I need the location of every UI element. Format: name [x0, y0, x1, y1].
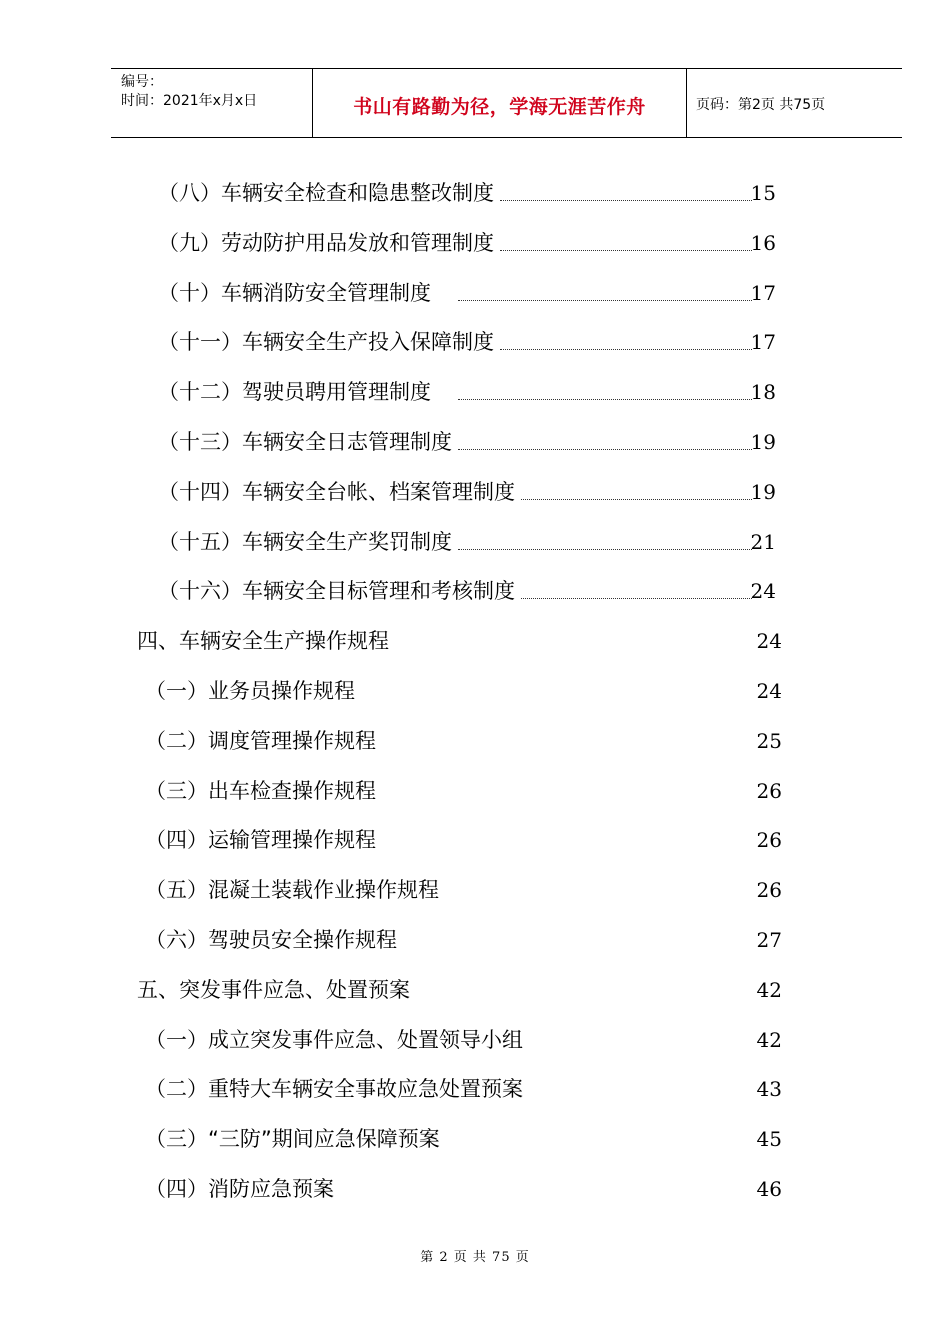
toc-entry-page-number: 19 — [750, 480, 776, 504]
toc-entry-page-number: 17 — [750, 281, 776, 305]
toc-entry-title: （十）车辆消防安全管理制度 — [158, 281, 431, 305]
toc-entry-page-number: 15 — [750, 181, 776, 205]
toc-entry-title: （九）劳动防护用品发放和管理制度 — [158, 231, 494, 255]
header-meta-cell — [111, 69, 312, 137]
document-number-label: 编号： — [121, 74, 163, 90]
toc-leader-dots — [458, 300, 752, 301]
document-header — [111, 68, 902, 138]
toc-entry-title: （十三）车辆安全日志管理制度 — [158, 430, 452, 454]
toc-entry[interactable] — [137, 975, 800, 1005]
toc-entry[interactable] — [145, 1074, 800, 1104]
toc-entry-title: （一）业务员操作规程 — [145, 679, 355, 703]
toc-entry[interactable] — [145, 1025, 800, 1055]
toc-entry-title: （二）重特大车辆安全事故应急处置预案 — [145, 1077, 523, 1101]
toc-entry-title: （一）成立突发事件应急、处置领导小组 — [145, 1028, 523, 1052]
toc-entry-title: （五）混凝土装载作业操作规程 — [145, 878, 439, 902]
toc-entry-page-number: 19 — [750, 430, 776, 454]
toc-entry[interactable] — [145, 726, 800, 756]
toc-entry[interactable] — [145, 925, 800, 955]
toc-entry[interactable] — [145, 676, 800, 706]
toc-leader-dots — [458, 399, 752, 400]
toc-entry-title: （三）“三防”期间应急保障预案 — [145, 1127, 440, 1151]
toc-entry-page-number: 26 — [756, 828, 782, 852]
toc-entry-title: （十四）车辆安全台帐、档案管理制度 — [158, 480, 515, 504]
toc-entry[interactable] — [145, 1174, 800, 1204]
toc-entry-title: （十二）驾驶员聘用管理制度 — [158, 380, 431, 404]
toc-entry[interactable] — [158, 278, 800, 308]
toc-entry-page-number: 46 — [756, 1177, 782, 1201]
toc-entry-page-number: 25 — [756, 729, 782, 753]
toc-entry[interactable] — [158, 327, 800, 357]
toc-entry[interactable] — [158, 527, 800, 557]
toc-entry-page-number: 17 — [750, 330, 776, 354]
toc-entry-page-number: 18 — [750, 380, 776, 404]
toc-entry[interactable] — [145, 825, 800, 855]
toc-entry-page-number: 42 — [756, 978, 782, 1002]
toc-entry-title: 五、突发事件应急、处置预案 — [137, 978, 410, 1002]
toc-entry-title: （四）消防应急预案 — [145, 1177, 334, 1201]
toc-entry-page-number: 26 — [756, 779, 782, 803]
toc-entry-title: （六）驾驶员安全操作规程 — [145, 928, 397, 952]
toc-entry-page-number: 24 — [750, 579, 776, 603]
toc-entry-page-number: 21 — [750, 530, 776, 554]
toc-entry-title: （八）车辆安全检查和隐患整改制度 — [158, 181, 494, 205]
toc-entry-title: （十一）车辆安全生产投入保障制度 — [158, 330, 494, 354]
toc-entry-title: 四、车辆安全生产操作规程 — [137, 629, 389, 653]
toc-leader-dots — [458, 449, 752, 450]
document-time-label: 时间：2021年x月x日 — [121, 93, 258, 109]
toc-entry[interactable] — [145, 776, 800, 806]
header-motto: 书山有路勤为径，学海无涯苦作舟 — [353, 96, 646, 118]
toc-entry-page-number: 26 — [756, 878, 782, 902]
toc-entry-page-number: 42 — [756, 1028, 782, 1052]
toc-entry-title: （十五）车辆安全生产奖罚制度 — [158, 530, 452, 554]
toc-entry-title: （十六）车辆安全目标管理和考核制度 — [158, 579, 515, 603]
toc-entry-page-number: 16 — [750, 231, 776, 255]
toc-entry[interactable] — [145, 875, 800, 905]
toc-leader-dots — [500, 200, 752, 201]
toc-entry[interactable] — [158, 228, 800, 258]
toc-leader-dots — [500, 349, 752, 350]
toc-entry[interactable] — [137, 626, 800, 656]
toc-leader-dots — [521, 499, 752, 500]
toc-entry[interactable] — [145, 1124, 800, 1154]
toc-entry[interactable] — [158, 427, 800, 457]
toc-entry-title: （二）调度管理操作规程 — [145, 729, 376, 753]
header-page-cell — [686, 69, 902, 137]
header-page-info: 页码：第2页 共75页 — [696, 97, 826, 113]
toc-entry-page-number: 24 — [756, 629, 782, 653]
toc-leader-dots — [458, 549, 752, 550]
toc-entry[interactable] — [158, 377, 800, 407]
toc-entry-page-number: 45 — [756, 1127, 782, 1151]
toc-entry[interactable] — [158, 477, 800, 507]
toc-entry-title: （四）运输管理操作规程 — [145, 828, 376, 852]
header-motto-cell — [312, 69, 687, 137]
toc-entry-page-number: 24 — [756, 679, 782, 703]
toc-entry-title: （三）出车检查操作规程 — [145, 779, 376, 803]
toc-entry-page-number: 27 — [756, 928, 782, 952]
toc-entry[interactable] — [158, 178, 800, 208]
toc-leader-dots — [500, 250, 752, 251]
toc-entry[interactable] — [158, 576, 800, 606]
toc-entry-page-number: 43 — [756, 1077, 782, 1101]
toc-leader-dots — [521, 598, 752, 599]
page-footer: 第 2 页 共 75 页 — [420, 1250, 530, 1265]
